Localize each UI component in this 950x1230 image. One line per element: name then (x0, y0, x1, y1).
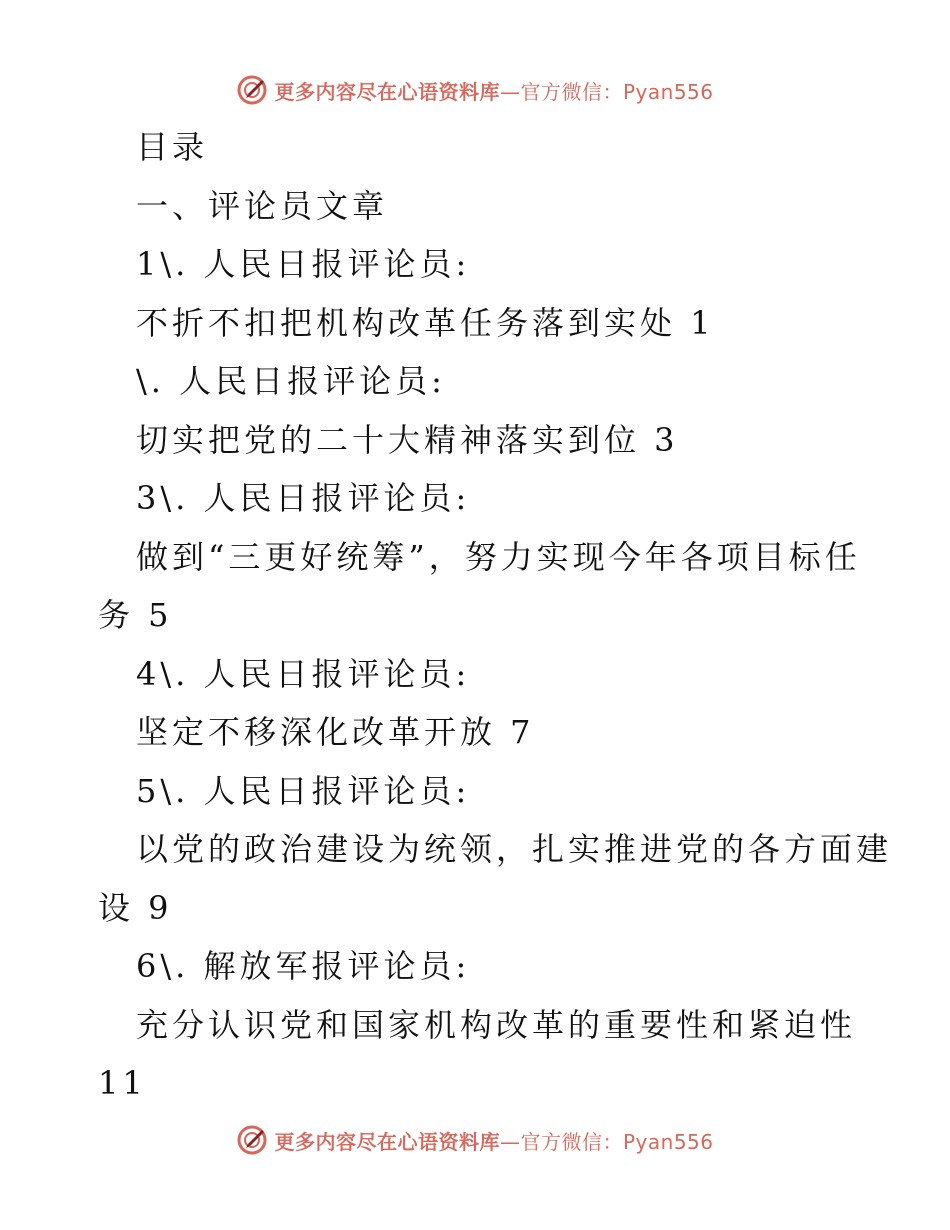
pen-logo-icon (236, 1124, 268, 1156)
toc-entry-title-continued: 设 9 (98, 888, 173, 927)
toc-entry-title: 不折不扣把机构改革任务落到实处 1 (136, 303, 715, 342)
header-banner-text (274, 76, 713, 105)
header-banner (0, 70, 950, 110)
toc-entry-source: 1\. 人民日报评论员: (136, 245, 471, 283)
toc-entry-title: 坚定不移深化改革开放 7 (136, 713, 535, 751)
header-wechat-label: 官方微信： (520, 79, 623, 104)
toc-entry-source: 3\. 人民日报评论员: (136, 479, 471, 517)
toc-entry-source: 4\. 人民日报评论员: (136, 654, 471, 693)
header-banner-content (236, 74, 713, 106)
toc-entry-title: 做到“三更好统筹”，努力实现今年各项目标任 (136, 537, 861, 576)
pen-logo-icon (236, 74, 268, 106)
toc-entry-source: 5\. 人民日报评论员: (136, 771, 471, 810)
toc-entry-title-continued: 务 5 (98, 596, 173, 634)
toc-content (0, 118, 950, 1113)
footer-banner-text (274, 1126, 713, 1155)
footer-wechat-id: Pyan556 (622, 1129, 714, 1154)
footer-banner-content (236, 1124, 713, 1156)
header-wechat-id: Pyan556 (622, 79, 714, 104)
header-separator: — (499, 79, 521, 104)
toc-title: 目录 (136, 128, 209, 166)
toc-entry-source: \. 人民日报评论员: (136, 362, 446, 400)
footer-site-name: 更多内容尽在心语资料库 (274, 1129, 500, 1154)
toc-entry-title: 以党的政治建设为统领，扎实推进党的各方面建 (136, 830, 893, 868)
footer-banner (0, 1120, 950, 1160)
toc-entry-source: 6\. 解放军报评论员: (136, 947, 471, 985)
toc-entry-title: 切实把党的二十大精神落实到位 3 (136, 420, 679, 459)
footer-separator: — (499, 1129, 521, 1154)
toc-entry-title: 充分认识党和国家机构改革的重要性和紧迫性 (136, 1005, 857, 1044)
footer-wechat-label: 官方微信： (520, 1129, 623, 1154)
toc-entry-page-number: 11 (98, 1064, 147, 1102)
toc-section-heading: 一、评论员文章 (136, 186, 389, 225)
header-site-name: 更多内容尽在心语资料库 (274, 79, 500, 104)
